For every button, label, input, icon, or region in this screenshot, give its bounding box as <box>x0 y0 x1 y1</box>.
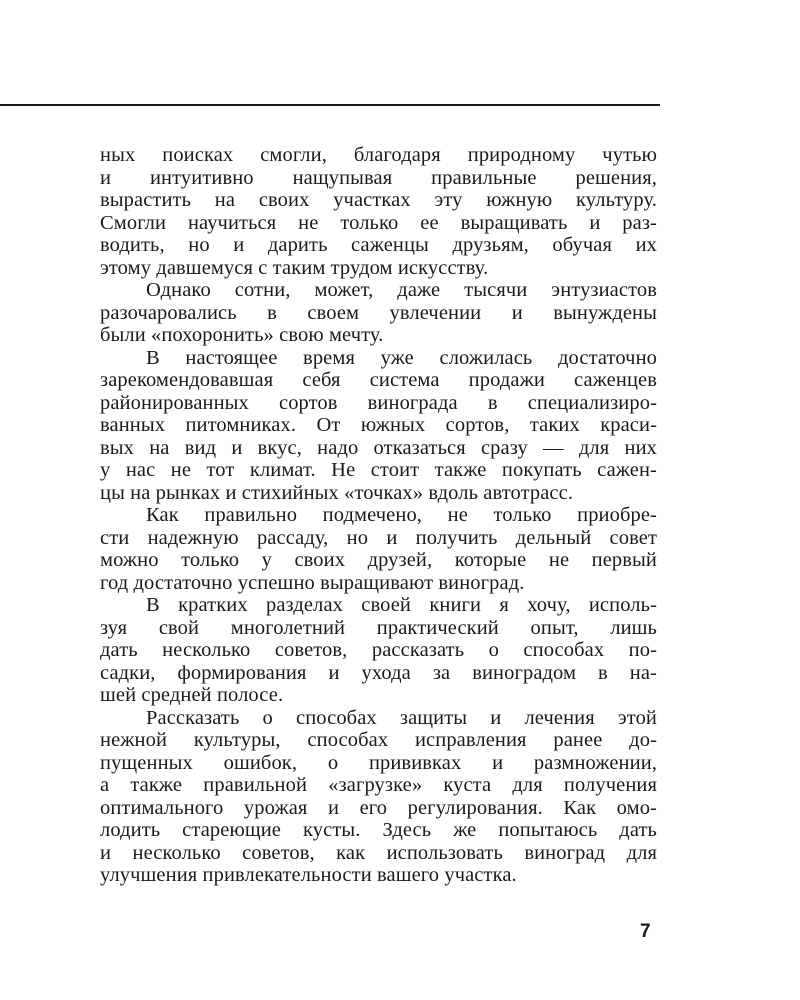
text-line: водить, но и дарить саженцы друзьям, обучая их <box>100 234 657 256</box>
text-line: районированных сортов винограда в специализиро- <box>100 391 657 414</box>
text-line: зарекомендовавшая себя система продажи саженцев <box>100 369 657 391</box>
text-line: вырастить на своих участках эту южную культуру. <box>100 189 657 211</box>
text-line: улучшения привлекательности вашего участка. <box>100 864 517 886</box>
text-line: и интуитивно нащупывая правильные решения, <box>100 166 657 189</box>
text-line: Смогли научиться не только ее выращивать и раз- <box>100 211 657 234</box>
text-line: у нас не тот климат. Не стоит также покупать сажен- <box>100 459 657 481</box>
text-line: оптимального урожая и его регулирования. Как омо- <box>100 796 657 819</box>
text-line: Однако сотни, может, даже тысячи энтузиастов <box>146 279 657 301</box>
text-line: пущенных ошибок, о прививках и размножении, <box>100 751 657 774</box>
text-line: лодить стареющие кусты. Здесь же попытаюсь дать <box>100 819 657 841</box>
text-line: нежной культуры, способах исправления ранее до- <box>100 729 657 751</box>
header-rule <box>0 104 660 106</box>
text-line: В настоящее время уже сложилась достаточно <box>146 346 657 369</box>
text-line: и несколько советов, как использовать виноград для <box>100 841 657 864</box>
text-line: а также правильной «загрузке» куста для получения <box>100 774 657 796</box>
text-line: В кратких разделах своей книги я хочу, исполь- <box>146 594 657 616</box>
text-line: Рассказать о способах защиты и лечения этой <box>146 706 657 729</box>
text-line: садки, формирования и ухода за виноградом в на- <box>100 661 657 684</box>
text-line: год достаточно успешно выращивают виноград. <box>100 571 525 594</box>
text-line: шей средней полосе. <box>100 684 284 706</box>
text-line: ных поисках смогли, благодаря природному чутью <box>100 144 657 166</box>
text-line: этому давшемуся с таким трудом искусству. <box>100 256 489 279</box>
text-line: можно только у своих друзей, которые не первый <box>100 549 657 571</box>
page-number: 7 <box>640 921 651 942</box>
text-line: зуя свой многолетний практический опыт, лишь <box>100 616 657 639</box>
text-line: дать несколько советов, рассказать о способах по- <box>100 639 657 661</box>
text-line: разочаровались в своем увлечении и вынуждены <box>100 301 657 324</box>
text-line: цы на рынках и стихийных «точках» вдоль автотрасс. <box>100 481 574 504</box>
text-line: были «похоронить» свою мечту. <box>100 324 384 346</box>
text-line: сти надежную рассаду, но и получить дельный совет <box>100 526 657 549</box>
text-line: ванных питомниках. От южных сортов, таких краси- <box>100 414 657 436</box>
text-line: вых на вид и вкус, надо отказаться сразу — для них <box>100 436 657 459</box>
text-line: Как правильно подмечено, не только приобре- <box>146 504 657 526</box>
body-text <box>100 144 657 887</box>
